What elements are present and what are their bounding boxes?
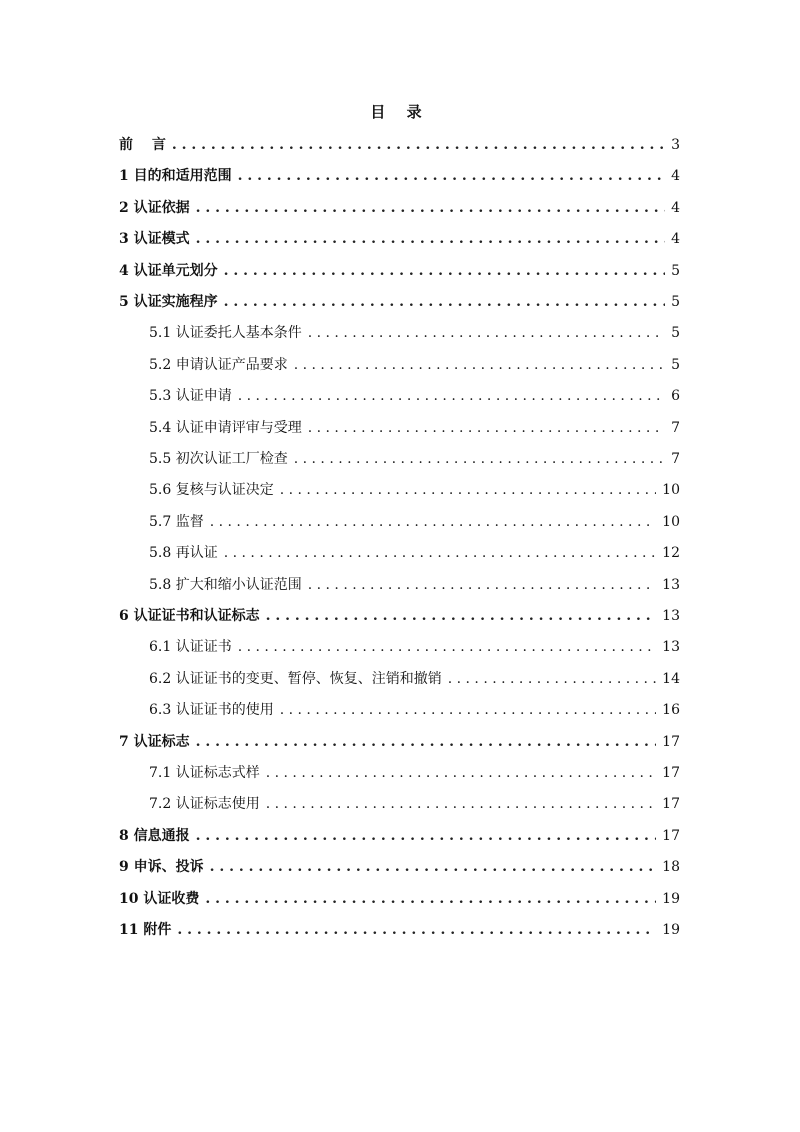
toc-entry-label: 5.8 再认证 (149, 545, 218, 562)
toc-entry[interactable] (149, 446, 680, 472)
toc-leader-dots (266, 603, 657, 629)
toc-entry-label: 5.5 初次认证工厂检查 (149, 451, 288, 467)
toc-entry[interactable] (119, 226, 680, 252)
toc-entry-page-number: 13 (662, 608, 680, 624)
toc-entry-label: 9 申诉、投诉 (119, 859, 204, 876)
toc-leader-dots (238, 634, 656, 660)
toc-entry-label: 6.2 认证证书的变更、暂停、恢复、注销和撤销 (149, 670, 442, 687)
toc-leader-dots (308, 572, 656, 598)
toc-entry-label: 6.3 认证证书的使用 (149, 702, 274, 719)
toc-entry-page-number: 3 (671, 137, 680, 153)
toc-leader-dots (238, 163, 665, 189)
toc-leader-dots (266, 791, 656, 817)
toc-entry-label: 6 认证证书和认证标志 (119, 608, 260, 624)
toc-entry[interactable] (119, 132, 680, 158)
toc-entry-page-number: 17 (662, 765, 680, 781)
toc-entry-page-number: 5 (671, 294, 680, 310)
toc-entry-page-number: 4 (671, 231, 680, 248)
toc-entry-label: 5.8 扩大和缩小认证范围 (149, 576, 302, 593)
toc-leader-dots (224, 289, 665, 315)
toc-entry-page-number: 4 (671, 168, 680, 185)
toc-entry[interactable] (149, 572, 680, 598)
toc-entry[interactable] (149, 540, 680, 566)
toc-entry[interactable] (149, 634, 680, 660)
toc-title: 目 录 (370, 103, 430, 121)
toc-entry-label: 5.1 认证委托人基本条件 (149, 325, 302, 342)
toc-entry-page-number: 10 (662, 482, 680, 499)
toc-entry[interactable] (149, 415, 680, 441)
toc-leader-dots (224, 258, 665, 284)
toc-entry[interactable] (119, 854, 680, 880)
toc-entry-label: 4 认证单元划分 (119, 262, 218, 279)
toc-entry-label: 6.1 认证证书 (149, 639, 232, 656)
toc-entry-page-number: 13 (662, 576, 680, 593)
toc-entry-label: 11 附件 (119, 922, 172, 938)
toc-entry-label: 5.2 申请认证产品要求 (149, 356, 288, 373)
toc-entry[interactable] (119, 603, 680, 629)
toc-entry-page-number: 16 (662, 702, 680, 719)
toc-entry-page-number: 7 (671, 451, 680, 467)
toc-leader-dots (308, 415, 665, 441)
toc-entry[interactable] (119, 886, 680, 912)
toc-entry[interactable] (119, 195, 680, 221)
toc-entry-label: 2 认证依据 (119, 199, 190, 216)
toc-leader-dots (294, 446, 665, 472)
toc-entry[interactable] (119, 163, 680, 189)
toc-leader-dots (210, 854, 657, 880)
toc-entry[interactable] (149, 477, 680, 503)
toc-leader-dots (196, 823, 657, 849)
toc-entry-page-number: 17 (662, 796, 680, 813)
toc-leader-dots (172, 132, 665, 158)
toc-entry[interactable] (149, 697, 680, 723)
toc-leader-dots (448, 666, 656, 692)
toc-entry-page-number: 6 (671, 388, 680, 405)
toc-entry[interactable] (149, 791, 680, 817)
toc-entry[interactable] (149, 320, 680, 346)
toc-entry-label: 7.2 认证标志使用 (149, 796, 260, 813)
toc-entry-label: 7.1 认证标志式样 (149, 765, 260, 781)
toc-leader-dots (196, 226, 665, 252)
toc-entry-label: 10 认证收费 (119, 890, 200, 907)
toc-entry-page-number: 17 (662, 733, 680, 750)
toc-entry-page-number: 5 (671, 356, 680, 373)
toc-leader-dots (308, 320, 665, 346)
toc-entry-page-number: 18 (662, 859, 680, 876)
toc-entry[interactable] (119, 917, 680, 943)
toc-leader-dots (294, 352, 665, 378)
toc-entry-label: 5.3 认证申请 (149, 388, 232, 405)
toc-leader-dots (280, 697, 656, 723)
toc-entry-page-number: 13 (662, 639, 680, 656)
toc-leader-dots (196, 729, 657, 755)
toc-entry[interactable] (119, 823, 680, 849)
toc-entry-page-number: 19 (662, 922, 680, 938)
toc-entry[interactable] (119, 289, 680, 315)
toc-entry[interactable] (119, 729, 680, 755)
toc-entry[interactable] (149, 383, 680, 409)
toc-leader-dots (280, 477, 656, 503)
toc-entry[interactable] (149, 509, 680, 535)
toc-entry-page-number: 7 (671, 419, 680, 436)
toc-leader-dots (196, 195, 665, 221)
toc-entry[interactable] (119, 258, 680, 284)
toc-entry[interactable] (149, 352, 680, 378)
toc-entry-label: 5.7 监督 (149, 513, 204, 530)
toc-leader-dots (238, 383, 665, 409)
toc-entry[interactable] (149, 666, 680, 692)
toc-entry-label: 前 言 (119, 137, 166, 153)
toc-entry-label: 5.6 复核与认证决定 (149, 482, 274, 499)
toc-entry-page-number: 5 (671, 262, 680, 279)
toc-leader-dots (266, 760, 656, 786)
toc-entry-label: 5 认证实施程序 (119, 294, 218, 310)
toc-leader-dots (210, 509, 656, 535)
toc-entry[interactable] (149, 760, 680, 786)
toc-entry-label: 1 目的和适用范围 (119, 168, 232, 185)
toc-entry-label: 3 认证模式 (119, 231, 190, 248)
toc-entry-page-number: 12 (662, 545, 680, 562)
toc-entry-label: 5.4 认证申请评审与受理 (149, 419, 302, 436)
toc-entry-page-number: 5 (671, 325, 680, 342)
toc-entry-page-number: 10 (662, 513, 680, 530)
toc-entry-page-number: 19 (662, 890, 680, 907)
toc-entry-page-number: 17 (662, 827, 680, 844)
toc-leader-dots (205, 886, 656, 912)
toc-leader-dots (177, 917, 656, 943)
toc-entry-page-number: 4 (671, 199, 680, 216)
toc-entry-label: 7 认证标志 (119, 733, 190, 750)
toc-entry-label: 8 信息通报 (119, 827, 190, 844)
toc-leader-dots (224, 540, 656, 566)
toc-entry-page-number: 14 (662, 670, 680, 687)
